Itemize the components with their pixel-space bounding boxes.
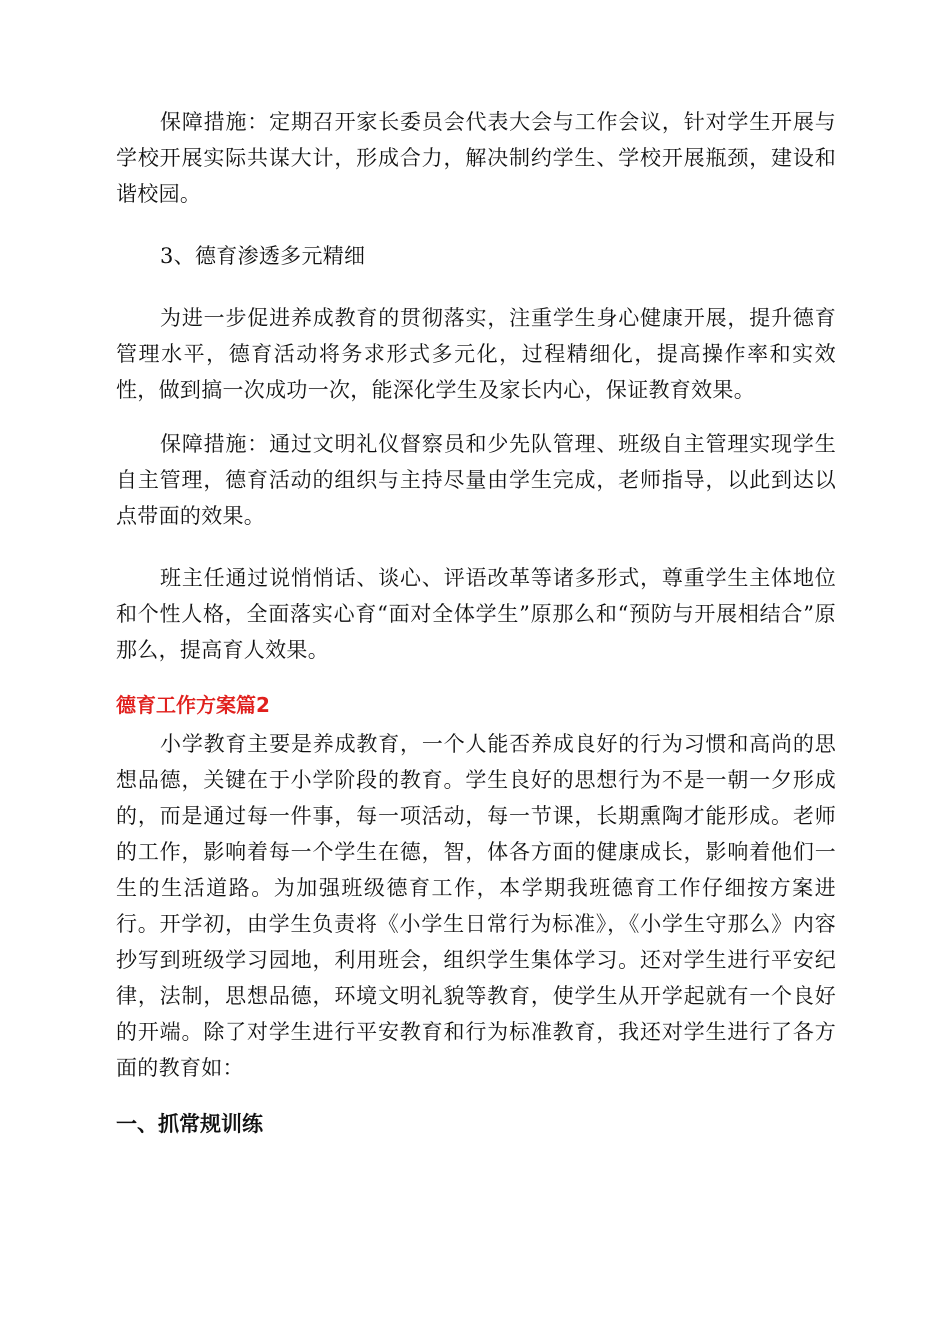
section-heading-plan-2: 德育工作方案篇2 [116, 693, 270, 717]
paragraph-item-3-title: 3、德育渗透多元精细 [160, 244, 366, 268]
paragraph-primary-education: 小学教育主要是养成教育，一个人能否养成良好的行为习惯和高尚的思想品德，关键在于小学阶段的教育。学生良好的思想行为不是一朝一夕形成的，而是通过每一件事，每一项活动，每一节课，长期熏陶才能形成。老师的工作，影响着每一个学生在德，智，体各方面的健康成长，影响着他们一生的生活道路。为加强班级德育工作，本学期我班德育工作仔细按方案进行。开学初，由学生负责将《小学生日常行为标准》，《小学生守那么》内容抄写到班级学习园地，利用班会，组织学生集体学习。还对学生进行平安纪律，法制，思想品德，环境文明礼貌等教育，使学生从开学起就有一个良好的开端。除了对学生进行平安教育和行为标准教育，我还对学生进行了各方面的教育如： [116, 732, 836, 1080]
document-page [116, 104, 836, 1140]
paragraph-safeguard-2: 保障措施：通过文明礼仪督察员和少先队管理、班级自主管理实现学生自主管理，德育活动的组织与主持尽量由学生完成，老师指导，以此到达以点带面的效果。 [116, 432, 836, 528]
paragraph-safeguard-1: 保障措施：定期召开家长委员会代表大会与工作会议，针对学生开展与学校开展实际共谋大计，形成合力，解决制约学生、学校开展瓶颈，建设和谐校园。 [116, 110, 836, 206]
subheading-routine-training: 一、抓常规训练 [116, 1112, 263, 1136]
paragraph-moral-education: 为进一步促进养成教育的贯彻落实，注重学生身心健康开展，提升德育管理水平，德育活动将务求形式多元化，过程精细化，提高操作率和实效性，做到搞一次成功一次，能深化学生及家长内心，保证教育效果。 [116, 306, 836, 402]
paragraph-class-teacher: 班主任通过说悄悄话、谈心、评语改革等诸多形式，尊重学生主体地位和个性人格，全面落实心育“面对全体学生”原那么和“预防与开展相结合”原那么，提高育人效果。 [116, 566, 836, 662]
